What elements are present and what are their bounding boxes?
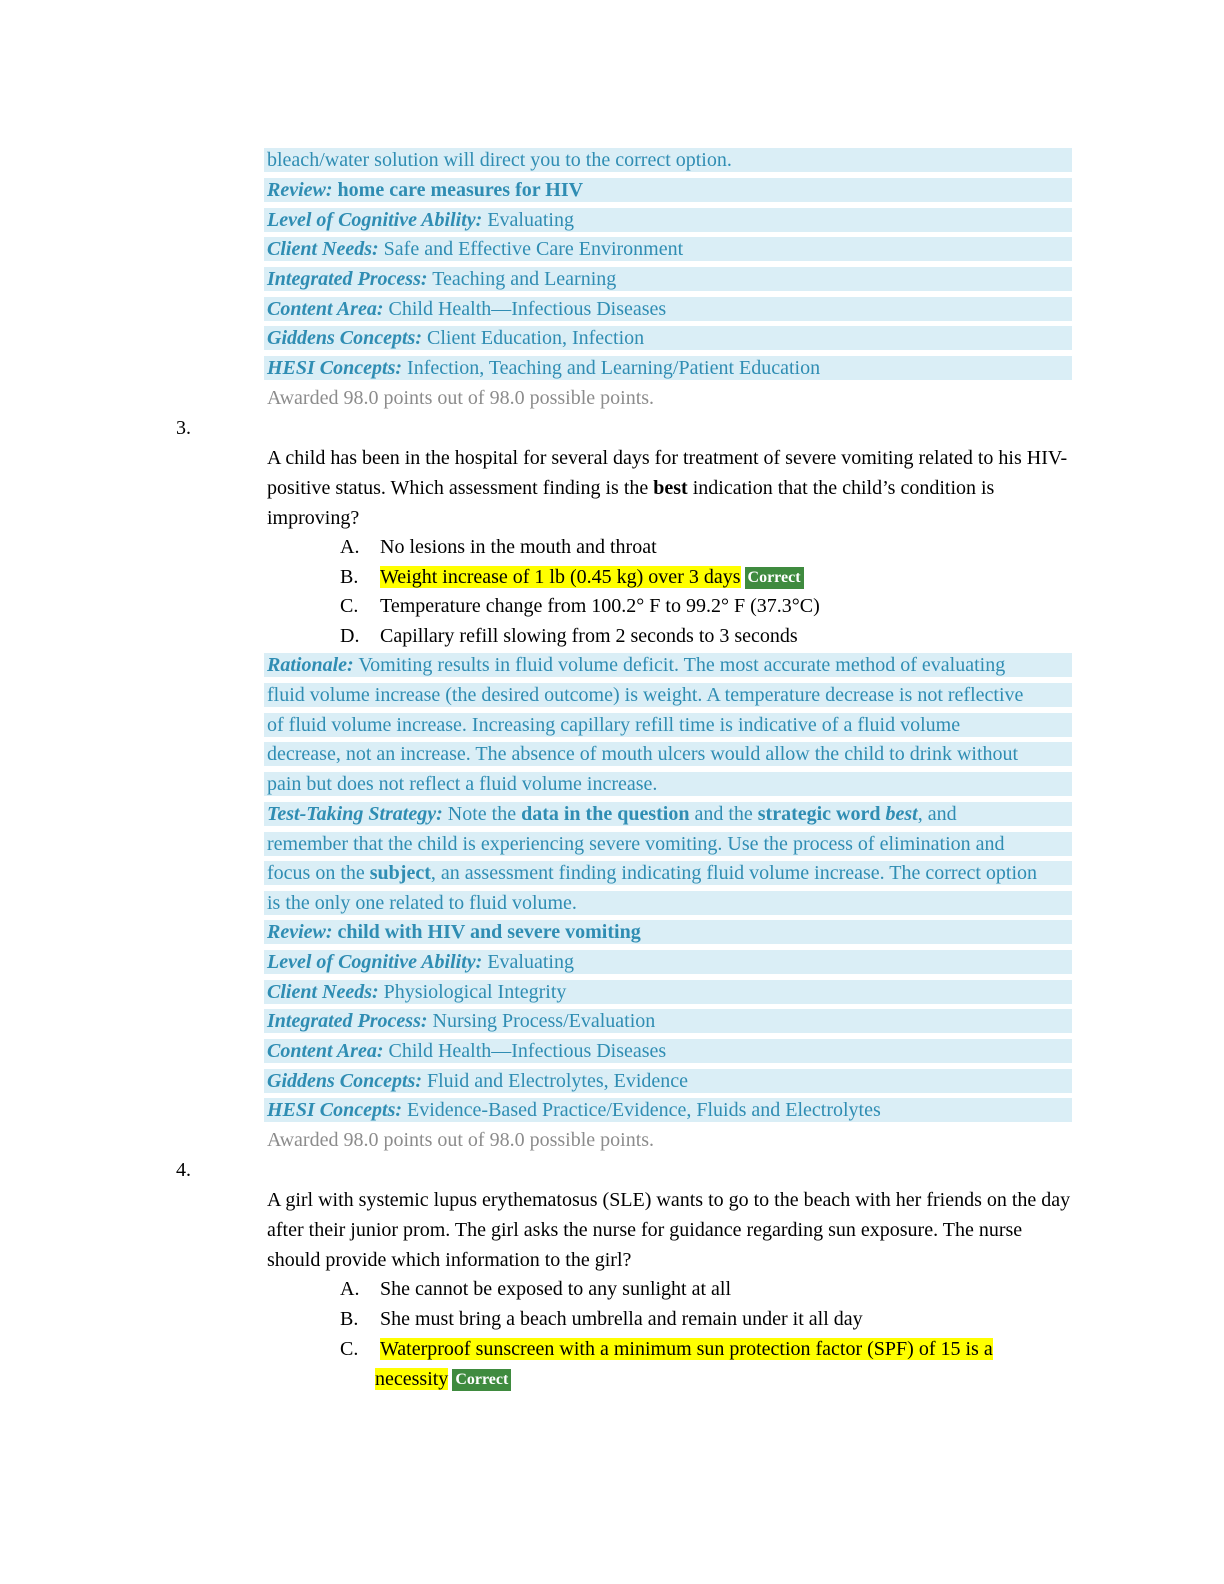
- option-c-continuation[interactable]: [375, 1367, 511, 1391]
- cognitive-level-row: Level of Cognitive Ability: Evaluating: [264, 208, 1072, 232]
- option-c[interactable]: [380, 1337, 993, 1361]
- option-b[interactable]: [380, 565, 804, 589]
- content-area-row: Content Area: Child Health—Infectious Diseases: [264, 1039, 1072, 1063]
- review-row: Review: child with HIV and severe vomiting: [264, 920, 1072, 944]
- cognitive-level-row: Level of Cognitive Ability: Evaluating: [264, 950, 1072, 974]
- strategy-line: remember that the child is experiencing severe vomiting. Use the process of elimination and: [264, 832, 1072, 856]
- correct-badge: Correct: [745, 567, 804, 589]
- option-d[interactable]: Capillary refill slowing from 2 seconds to 3 seconds: [380, 625, 798, 647]
- integrated-process-row: Integrated Process: Teaching and Learning: [264, 267, 1072, 291]
- option-letter: B.: [340, 566, 359, 588]
- option-letter: C.: [340, 1338, 359, 1360]
- awarded-points: Awarded 98.0 points out of 98.0 possible points.: [267, 387, 655, 409]
- selected-answer: Weight increase of 1 lb (0.45 kg) over 3 days: [380, 566, 741, 588]
- strategy-line: Test-Taking Strategy: Note the data in the question and the strategic word best, and: [264, 802, 1072, 826]
- rationale-line: pain but does not reflect a fluid volume increase.: [264, 772, 1072, 796]
- option-a[interactable]: She cannot be exposed to any sunlight at all: [380, 1278, 732, 1300]
- rationale-line: fluid volume increase (the desired outcome) is weight. A temperature decrease is not reflective: [264, 683, 1072, 707]
- question-stem: A girl with systemic lupus erythematosus (SLE) wants to go to the beach with her friends on the day after their junior prom. The girl asks the nurse for guidance regarding sun exposure. The nurse should provide which information to the girl?: [267, 1189, 1071, 1271]
- option-letter: B.: [340, 1308, 359, 1330]
- selected-answer: necessity: [375, 1368, 449, 1390]
- question-number: 4.: [176, 1159, 191, 1181]
- hesi-concepts-row: HESI Concepts: Evidence-Based Practice/Evidence, Fluids and Electrolytes: [264, 1098, 1072, 1122]
- option-a[interactable]: No lesions in the mouth and throat: [380, 536, 657, 558]
- option-b[interactable]: She must bring a beach umbrella and remain under it all day: [380, 1308, 863, 1330]
- rationale-continuation: bleach/water solution will direct you to the correct option.: [264, 148, 1072, 172]
- content-area-row: Content Area: Child Health—Infectious Diseases: [264, 297, 1072, 321]
- selected-answer: Waterproof sunscreen with a minimum sun protection factor (SPF) of 15 is a: [380, 1338, 993, 1360]
- hesi-concepts-row: HESI Concepts: Infection, Teaching and Learning/Patient Education: [264, 356, 1072, 380]
- integrated-process-row: Integrated Process: Nursing Process/Evaluation: [264, 1009, 1072, 1033]
- option-letter: C.: [340, 595, 359, 617]
- client-needs-row: Client Needs: Safe and Effective Care Environment: [264, 237, 1072, 261]
- option-letter: A.: [340, 1278, 360, 1300]
- question-number: 3.: [176, 417, 191, 439]
- option-letter: A.: [340, 536, 360, 558]
- option-c[interactable]: Temperature change from 100.2° F to 99.2° F (37.3°C): [380, 595, 820, 617]
- option-letter: D.: [340, 625, 360, 647]
- awarded-points: Awarded 98.0 points out of 98.0 possible points.: [267, 1129, 655, 1151]
- strategy-line: focus on the subject, an assessment finding indicating fluid volume increase. The correct option: [264, 861, 1072, 885]
- client-needs-row: Client Needs: Physiological Integrity: [264, 980, 1072, 1004]
- rationale-line: Rationale: Vomiting results in fluid volume deficit. The most accurate method of evaluating: [264, 653, 1072, 677]
- correct-badge: Correct: [452, 1369, 511, 1391]
- rationale-line: of fluid volume increase. Increasing capillary refill time is indicative of a fluid volume: [264, 713, 1072, 737]
- strategy-line: is the only one related to fluid volume.: [264, 891, 1072, 915]
- review-row: Review: home care measures for HIV: [264, 178, 1072, 202]
- giddens-concepts-row: Giddens Concepts: Client Education, Infection: [264, 326, 1072, 350]
- question-stem: A child has been in the hospital for several days for treatment of severe vomiting related to his HIV-positive status. Which assessment finding is the best indication that the child’s condition is improving?: [267, 447, 1068, 529]
- rationale-line: decrease, not an increase. The absence of mouth ulcers would allow the child to drink without: [264, 742, 1072, 766]
- giddens-concepts-row: Giddens Concepts: Fluid and Electrolytes, Evidence: [264, 1069, 1072, 1093]
